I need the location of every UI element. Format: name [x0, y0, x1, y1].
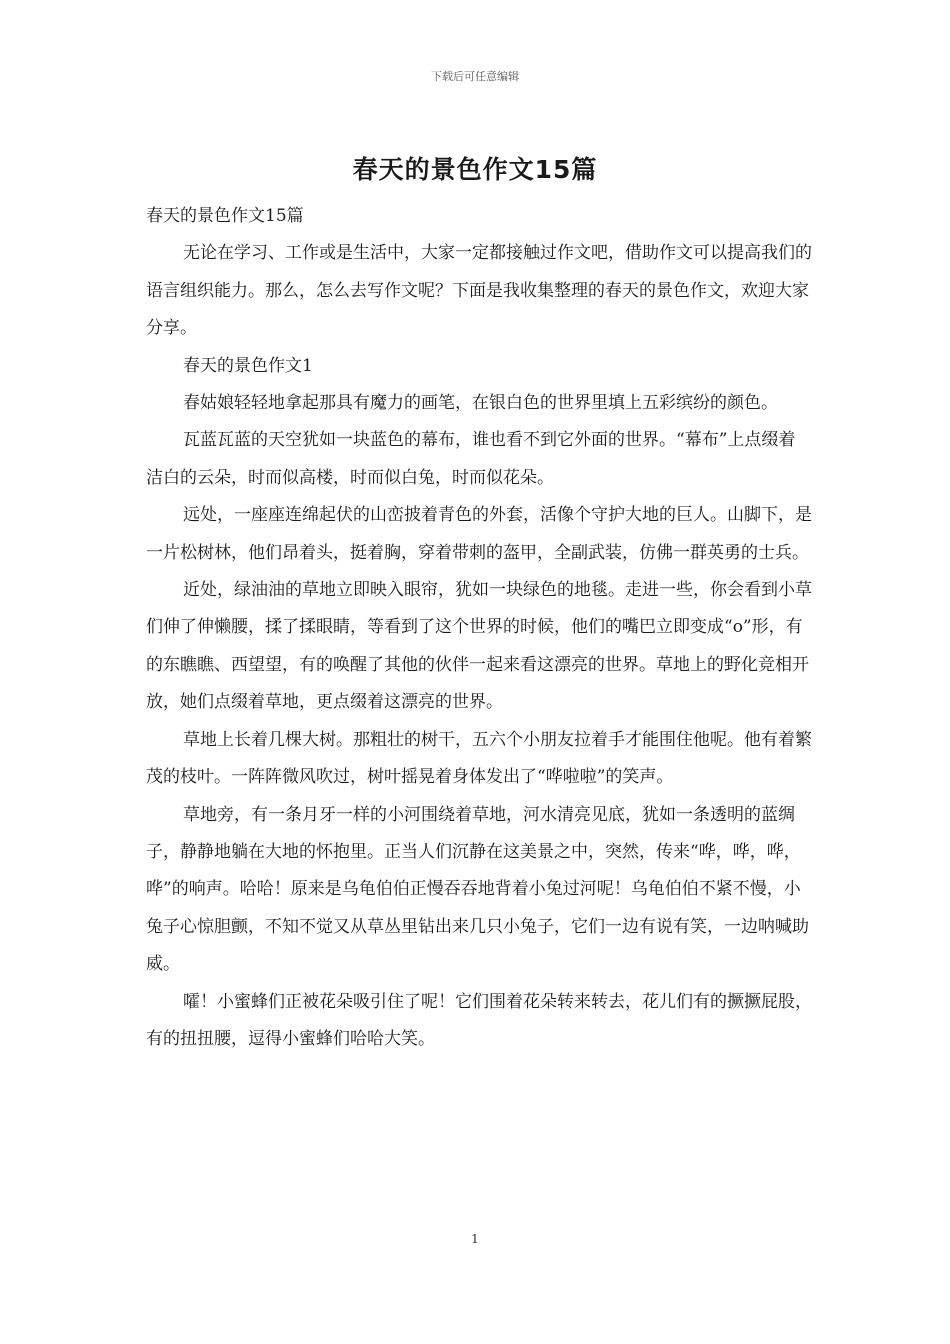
body-paragraph: 近处，绿油油的草地立即映入眼帘，犹如一块绿色的地毯。走进一些，你会看到小草们伸了伸懒腰，揉了揉眼睛，等看到了这个世界的时候，他们的嘴巴立即变成“o”形，有的东瞧瞧、西望望，有的唤醒了其他的伙伴一起来看这漂亮的世界。草地上的野化竞相开放，她们点缀着草地，更点缀着这漂亮的世界。: [146, 580, 812, 713]
page-number: 1: [471, 1232, 479, 1246]
page-header-note: 下载后可任意编辑: [431, 70, 519, 83]
body-paragraph: 远处，一座座连绵起伏的山峦披着青色的外套，活像个守护大地的巨人。山脚下，是一片松树林，他们昂着头，挺着胸，穿着带刺的盔甲，全副武装，仿佛一群英勇的士兵。: [146, 505, 812, 563]
body-paragraph: 瓦蓝瓦蓝的天空犹如一块蓝色的幕布，谁也看不到它外面的世界。“幕布”上点缀着洁白的云朵，时而似高楼，时而似白兔，时而似花朵。: [146, 430, 796, 488]
section-heading: 春天的景色作文1: [183, 355, 313, 376]
document-body: [146, 198, 812, 1058]
body-paragraph: 嚯！小蜜蜂们正被花朵吸引住了呢！它们围着花朵转来转去，花儿们有的撅撅屁股，有的扭扭腰，逗得小蜜蜂们哈哈大笑。: [146, 991, 812, 1049]
subtitle-paragraph: 春天的景色作文15篇: [146, 206, 304, 226]
intro-paragraph: 无论在学习、工作或是生活中，大家一定都接触过作文吧，借助作文可以提高我们的语言组织能力。那么，怎么去写作文呢？下面是我收集整理的春天的景色作文，欢迎大家分享。: [146, 243, 812, 339]
body-paragraph: 草地上长着几棵大树。那粗壮的树干，五六个小朋友拉着手才能围住他呢。他有着繁茂的枝叶。一阵阵微风吹过，树叶摇晃着身体发出了“哗啦啦”的笑声。: [146, 729, 812, 788]
body-paragraph: 春姑娘轻轻地拿起那具有魔力的画笔，在银白色的世界里填上五彩缤纷的颜色。: [183, 393, 778, 414]
body-paragraph: 草地旁，有一条月牙一样的小河围绕着草地，河水清亮见底，犹如一条透明的蓝绸子，静静地躺在大地的怀抱里。正当人们沉静在这美景之中，突然，传来“哗，哗，哗，哗”的响声。哈哈！原来是乌龟伯伯正慢吞吞地背着小兔过河呢！乌龟伯伯不紧不慢，小兔子心惊胆颤，不知不觉又从草丛里钻出来几只小兔子，它们一边有说有笑，一边呐喊助威。: [146, 804, 809, 975]
document-title: 春天的景色作文15篇: [352, 155, 598, 184]
